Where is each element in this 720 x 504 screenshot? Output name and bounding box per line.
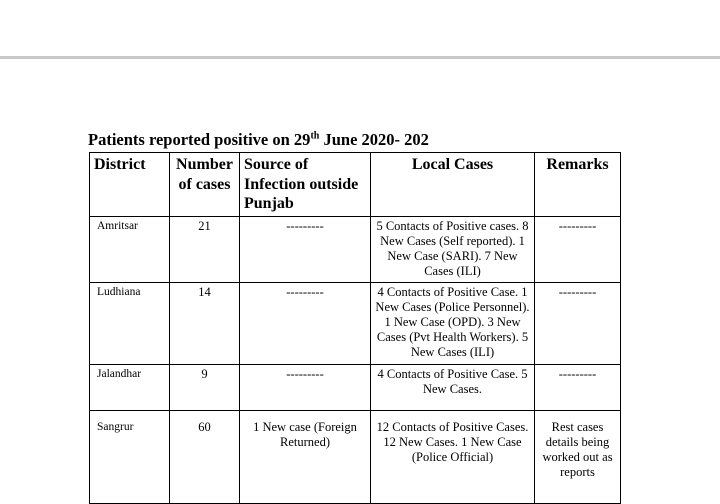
- cell-source: ---------: [240, 282, 371, 364]
- top-divider: [0, 56, 720, 59]
- heading-suffix: June 2020- 202: [319, 130, 429, 149]
- page-heading: [88, 130, 429, 150]
- table-row: [90, 364, 621, 410]
- cell-cases: 9: [170, 364, 240, 410]
- header-remarks: Remarks: [535, 153, 621, 217]
- cell-district: Sangrur: [90, 410, 170, 503]
- header-number-of-cases: Number of cases: [170, 153, 240, 217]
- cell-local: 4 Contacts of Positive Case. 1 New Cases (Police Personnel). 1 New Case (OPD). 3 New Cases (Pvt Health Workers). 5 New Cases (ILI): [371, 282, 535, 364]
- cell-remarks: Rest cases details being worked out as reports: [535, 410, 621, 503]
- cell-source: ---------: [240, 364, 371, 410]
- table-row: [90, 216, 621, 282]
- cell-cases: 60: [170, 410, 240, 503]
- cell-local: 4 Contacts of Positive Case. 5 New Cases.: [371, 364, 535, 410]
- cases-table: [89, 152, 621, 504]
- cell-remarks: ---------: [535, 216, 621, 282]
- cell-remarks: ---------: [535, 282, 621, 364]
- cell-district: Ludhiana: [90, 282, 170, 364]
- cell-local: 12 Contacts of Positive Cases. 12 New Cases. 1 New Case (Police Official): [371, 410, 535, 503]
- cell-cases: 14: [170, 282, 240, 364]
- header-local-cases: Local Cases: [371, 153, 535, 217]
- table-header-row: [90, 153, 621, 217]
- cell-district: Jalandhar: [90, 364, 170, 410]
- header-source-of-infection: Source of Infection outside Punjab: [240, 153, 371, 217]
- header-district: District: [90, 153, 170, 217]
- cell-remarks: ---------: [535, 364, 621, 410]
- table-row: [90, 410, 621, 503]
- cell-local: 5 Contacts of Positive cases. 8 New Cases (Self reported). 1 New Case (SARI). 7 New Cases (ILI): [371, 216, 535, 282]
- cell-district: Amritsar: [90, 216, 170, 282]
- cell-source: 1 New case (Foreign Returned): [240, 410, 371, 503]
- table-row: [90, 282, 621, 364]
- heading-prefix: Patients reported positive on 29: [88, 130, 311, 149]
- cell-source: ---------: [240, 216, 371, 282]
- cell-cases: 21: [170, 216, 240, 282]
- heading-superscript: th: [310, 130, 320, 142]
